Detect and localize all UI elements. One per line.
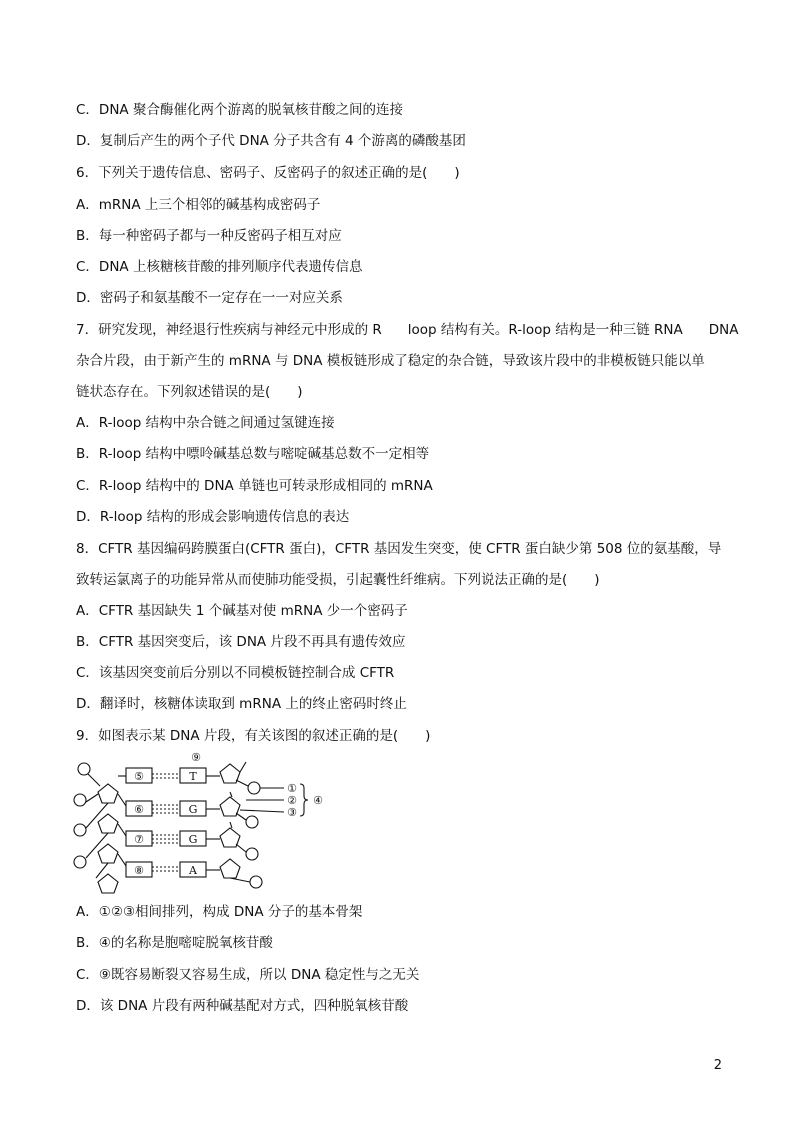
question-7-line3: 链状态存在。下列叙述错误的是( ) [76, 384, 303, 400]
q7-option-c: C．R-loop 结构中的 DNA 单链也可转录形成相同的 mRNA [76, 478, 433, 494]
q9-option-d: D．该 DNA 片段有两种碱基配对方式，四种脱氧核苷酸 [76, 998, 409, 1014]
phosphate-circle [74, 824, 86, 836]
question-7-line1 [76, 320, 738, 340]
left-base-label: ⑦ [134, 833, 144, 846]
q7-option-a: A．R-loop 结构中杂合链之间通过氢键连接 [76, 415, 335, 431]
deoxyribose-pentagon [98, 784, 118, 803]
question-9: 9．如图表示某 DNA 片段，有关该图的叙述正确的是( ) [76, 728, 431, 744]
q8-option-a: A．CFTR 基因缺失 1 个碱基对使 mRNA 少一个密码子 [76, 603, 408, 619]
left-base-label: ⑧ [134, 864, 144, 877]
q9-option-c: C．⑨既容易断裂又容易生成，所以 DNA 稳定性与之无关 [76, 967, 420, 983]
q7-line1-part3: DNA [708, 322, 739, 338]
deoxyribose-pentagon [220, 859, 240, 878]
q8-option-b: B．CFTR 基因突变后，该 DNA 片段不再具有遗传效应 [76, 634, 406, 650]
q9-option-a: A．①②③相间排列，构成 DNA 分子的基本骨架 [76, 904, 363, 920]
right-base-label: A [189, 864, 197, 877]
q7-line1-part1: 7．研究发现，神经退行性疾病与神经元中形成的 R [76, 322, 382, 338]
callout-label: ③ [287, 806, 297, 819]
right-base-label: G [188, 833, 198, 846]
q7-option-d: D．R-loop 结构的形成会影响遗传信息的表达 [76, 509, 350, 525]
q8-option-c: C．该基因突变前后分别以不同模板链控制合成 CFTR [76, 665, 395, 681]
phosphate-circle [74, 794, 86, 806]
label-9: ⑨ [191, 751, 201, 764]
phosphate-circle [250, 876, 262, 888]
phosphate-circle [74, 856, 86, 868]
deoxyribose-pentagon [98, 844, 118, 863]
phosphate-circle [246, 848, 258, 860]
q7-line1-part2: loop 结构有关。R-loop 结构是一种三链 RNA [407, 322, 683, 338]
callout-label: ② [287, 794, 297, 807]
deoxyribose-pentagon [98, 814, 118, 833]
left-base-label: ⑤ [134, 770, 144, 783]
phosphate-circle [246, 816, 258, 828]
phosphate-circle [78, 763, 90, 775]
question-7-line2: 杂合片段，由于新产生的 mRNA 与 DNA 模板链形成了稳定的杂合链，导致该片段中的非模板链只能以单 [76, 353, 705, 369]
q6-option-a: A．mRNA 上三个相邻的碱基构成密码子 [76, 197, 321, 213]
right-base-label: T [189, 770, 197, 783]
q6-option-b: B．每一种密码子都与一种反密码子相互对应 [76, 228, 342, 244]
deoxyribose-pentagon [98, 874, 118, 893]
callout-label: ① [287, 782, 297, 795]
phosphate-circle [248, 782, 260, 794]
dna-fragment-diagram [70, 750, 330, 895]
q7-option-b: B．R-loop 结构中嘌呤碱基总数与嘧啶碱基总数不一定相等 [76, 446, 430, 462]
brace [300, 784, 308, 816]
q9-option-b: B．④的名称是胞嘧啶脱氧核苷酸 [76, 935, 273, 951]
brace-label: ④ [313, 794, 323, 807]
q6-option-c: C．DNA 上核糖核苷酸的排列顺序代表遗传信息 [76, 259, 363, 275]
q6-option-d: D．密码子和氨基酸不一定存在一一对应关系 [76, 290, 343, 306]
option-d-q5: D．复制后产生的两个子代 DNA 分子共含有 4 个游离的磷酸基团 [76, 133, 466, 149]
left-base-label: ⑥ [134, 803, 144, 816]
right-base-label: G [188, 803, 198, 816]
question-6: 6．下列关于遗传信息、密码子、反密码子的叙述正确的是( ) [76, 165, 460, 181]
question-8-line2: 致转运氯离子的功能异常从而使肺功能受损，引起囊性纤维病。下列说法正确的是( ) [76, 572, 600, 588]
page-number: 2 [713, 1058, 722, 1073]
q8-option-d: D．翻译时，核糖体读取到 mRNA 上的终止密码时终止 [76, 696, 407, 712]
option-c-q5: C．DNA 聚合酶催化两个游离的脱氧核苷酸之间的连接 [76, 102, 403, 118]
question-8-line1: 8．CFTR 基因编码跨膜蛋白(CFTR 蛋白)，CFTR 基因发生突变，使 CFTR 蛋白缺少第 508 位的氨基酸，导 [76, 541, 722, 557]
